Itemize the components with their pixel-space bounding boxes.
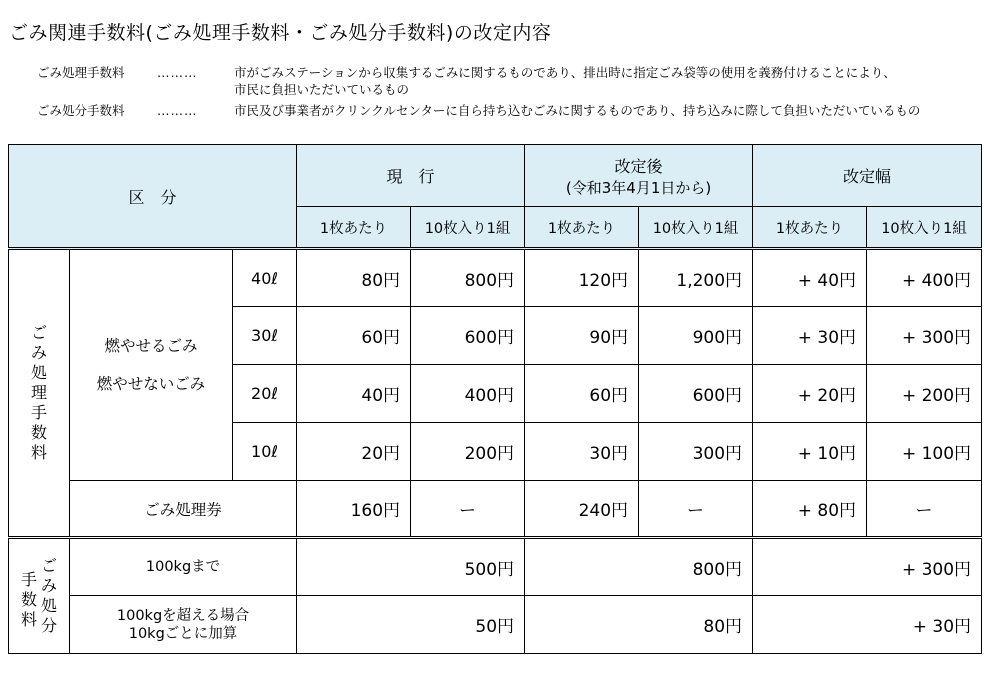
header-revised-per-set: 10枚入り1組	[639, 207, 753, 249]
change-fee: + 300円	[753, 538, 982, 596]
definition-dots: ………	[157, 65, 198, 80]
current-fee: 500円	[297, 538, 525, 596]
definition-shobun	[37, 102, 974, 119]
change-per-sheet: + 10円	[753, 423, 867, 481]
bag-size: 30ℓ	[233, 307, 297, 365]
bag-size: 10ℓ	[233, 423, 297, 481]
current-per-set: ー	[411, 481, 525, 538]
change-per-set: + 300円	[867, 307, 982, 365]
revised-per-set: ー	[639, 481, 753, 538]
current-per-sheet: 40円	[297, 365, 411, 423]
table-row	[9, 249, 982, 307]
revised-per-sheet: 90円	[525, 307, 639, 365]
weight-label: 100kgまで	[70, 538, 297, 596]
category-line1: 燃やせるごみ	[104, 337, 198, 355]
revised-fee: 800円	[525, 538, 753, 596]
bag-size: 20ℓ	[233, 365, 297, 423]
current-per-sheet: 20円	[297, 423, 411, 481]
revised-per-sheet: 30円	[525, 423, 639, 481]
revised-per-sheet: 60円	[525, 365, 639, 423]
weight-label-line1: 100kgを超える場合	[116, 607, 250, 624]
current-per-set: 200円	[411, 423, 525, 481]
current-per-sheet: 60円	[297, 307, 411, 365]
definition-desc	[234, 64, 974, 98]
header-change: 改定幅	[753, 145, 982, 207]
change-per-set: + 400円	[867, 249, 982, 307]
header-current-per-set: 10枚入り1組	[411, 207, 525, 249]
header-revised	[525, 145, 753, 207]
current-fee: 50円	[297, 596, 525, 654]
header-change-per-set: 10枚入り1組	[867, 207, 982, 249]
revised-fee: 80円	[525, 596, 753, 654]
bag-size: 40ℓ	[233, 249, 297, 307]
table-row	[9, 481, 982, 538]
current-per-set: 600円	[411, 307, 525, 365]
page-title: ごみ関連手数料(ごみ処理手数料・ごみ処分手数料)の改定内容	[9, 22, 552, 44]
group-label-shori	[9, 249, 70, 538]
change-per-sheet: + 30円	[753, 307, 867, 365]
revised-per-set: 600円	[639, 365, 753, 423]
group-label-chars: ご み 処 理 手 数 料	[30, 323, 47, 462]
definition-term: ごみ処理手数料	[37, 65, 125, 80]
change-per-sheet: + 40円	[753, 249, 867, 307]
change-per-sheet: + 20円	[753, 365, 867, 423]
category-line2: 燃やせないごみ	[96, 375, 206, 393]
definition-desc-line2: 市民に負担いただいているもの	[234, 82, 410, 97]
revised-per-sheet: 240円	[525, 481, 639, 538]
revised-per-sheet: 120円	[525, 249, 639, 307]
current-per-sheet: 80円	[297, 249, 411, 307]
change-per-sheet: + 80円	[753, 481, 867, 538]
ticket-label: ごみ処理券	[70, 481, 297, 538]
header-revised-title: 改定後	[614, 156, 663, 176]
header-revised-note: (令和3年4月1日から)	[565, 178, 712, 197]
change-per-set: + 100円	[867, 423, 982, 481]
header-current: 現 行	[297, 145, 525, 207]
group-label-columns	[20, 556, 58, 636]
revised-per-set: 300円	[639, 423, 753, 481]
group-label-shobun	[9, 538, 70, 654]
definition-dots: ………	[157, 103, 198, 118]
revised-per-set: 900円	[639, 307, 753, 365]
group-label-col-right: ご み 処 分	[40, 556, 57, 635]
change-per-set: + 200円	[867, 365, 982, 423]
definition-desc: 市民及び事業者がクリンクルセンターに自ら持ち込むごみに関するものであり、持ち込みに際して負担いただいているもの	[234, 103, 921, 118]
current-per-sheet: 160円	[297, 481, 411, 538]
header-current-per-sheet: 1枚あたり	[297, 207, 411, 249]
current-per-set: 800円	[411, 249, 525, 307]
fee-table	[8, 144, 982, 654]
header-change-per-sheet: 1枚あたり	[753, 207, 867, 249]
change-fee: + 30円	[753, 596, 982, 654]
table-row	[9, 596, 982, 654]
weight-label-line2: 10kgごとに加算	[128, 625, 238, 642]
definition-shori	[37, 64, 974, 98]
table-row	[9, 538, 982, 596]
category-burnable	[70, 249, 233, 481]
current-per-set: 400円	[411, 365, 525, 423]
definition-term: ごみ処分手数料	[37, 103, 125, 118]
change-per-set: ー	[867, 481, 982, 538]
header-kubun: 区 分	[9, 145, 297, 249]
group-label-col-left: 手 数 料	[20, 570, 37, 629]
weight-label	[70, 596, 297, 654]
definition-desc-line1: 市がごみステーションから収集するごみに関するものであり、排出時に指定ごみ袋等の使用を義務付けることにより、	[234, 65, 896, 80]
header-revised-per-sheet: 1枚あたり	[525, 207, 639, 249]
revised-per-set: 1,200円	[639, 249, 753, 307]
definitions	[37, 64, 974, 123]
